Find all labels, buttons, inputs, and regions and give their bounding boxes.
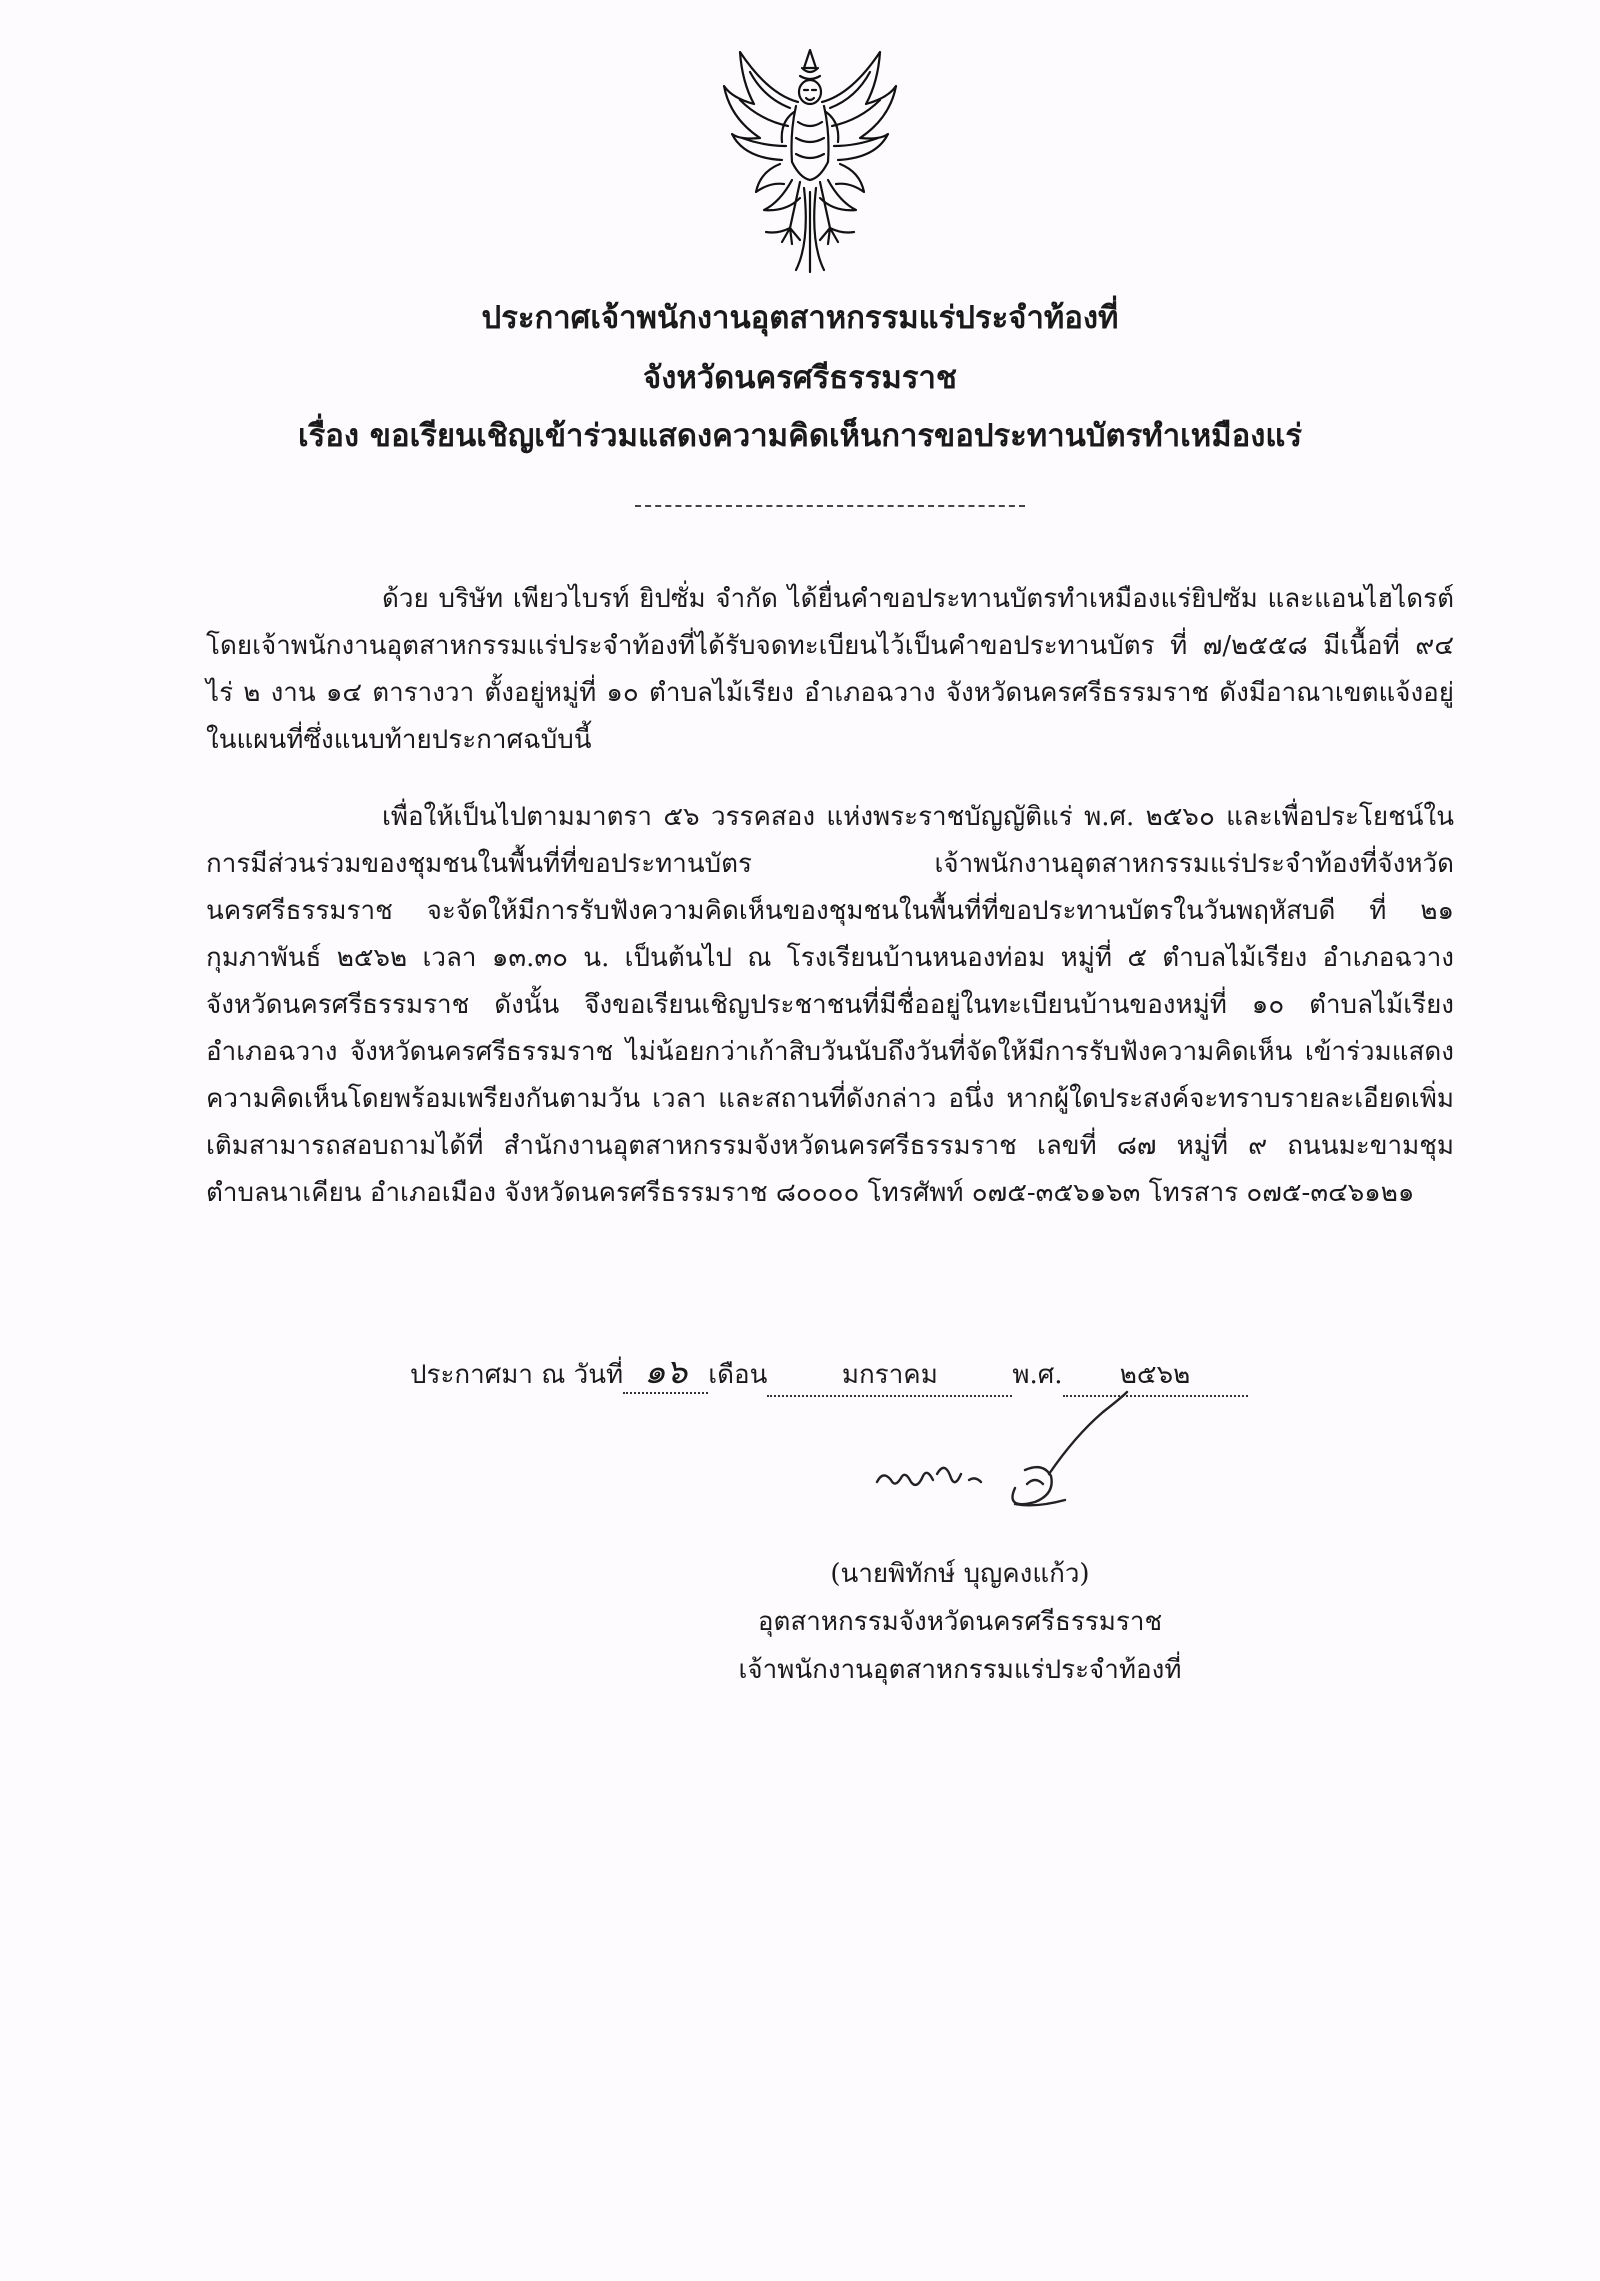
date-year: ๒๕๖๒ [1063,1355,1248,1397]
signer-title-2: เจ้าพนักงานอุตสาหกรรมแร่ประจำท้องที่ [738,1655,1182,1685]
date-prefix: ประกาศมา ณ วันที่ [410,1360,624,1390]
subject-title: เรื่อง ขอเรียนเชิญเข้าร่วมแสดงความคิดเห็นการขอประทานบัตรทำเหมืองแร่ [298,418,1302,454]
announcement-title: ประกาศเจ้าพนักงานอุตสาหกรรมแร่ประจำท้องที่ [481,300,1119,336]
province-title: จังหวัดนครศรีธรรมราช [643,360,957,396]
date-month: มกราคม [767,1355,1012,1397]
signer-name: (นายพิทักษ์ บุญคงแก้ว) [830,1559,1090,1589]
date-month-label: เดือน [708,1360,768,1390]
date-year-label: พ.ศ. [1012,1360,1063,1390]
signer-title-1: อุตสาหกรรมจังหวัดนครศรีธรรมราช [757,1607,1163,1637]
body-paragraph-1: ด้วย บริษัท เพียวไบรท์ ยิปซั่ม จำกัด ได้ยื่นคำขอประทานบัตรทำเหมืองแร่ยิปซัม และแอนไฮไดรต์ โดยเจ้าพนักงานอุตสาหกรรมแร่ประจำท้องที่ได้รับจดทะเบียนไว้เป็นคำขอประทานบัตร ที่ ๗/๒๕๕๘ มีเนื้อที่ ๙๔ ไร่ ๒ งาน ๑๔ ตารางวา ตั้งอยู่หมู่ที่ ๑๐ ตำบลไม้เรียง อำเภอฉวาง จังหวัดนครศรีธรรมราช ดังมีอาณาเขตแจ้งอยู่ในแผนที่ซึ่งแนบท้ายประกาศฉบับนี้ [206,584,1454,755]
handwritten-signature [865,1390,1145,1525]
body-paragraph-2: เพื่อให้เป็นไปตามมาตรา ๕๖ วรรคสอง แห่งพระราชบัญญัติแร่ พ.ศ. ๒๕๖๐ และเพื่อประโยชน์ในการมีส่วนร่วมของชุมชนในพื้นที่ที่ขอประทานบัตร เจ้าพนักงานอุตสาหกรรมแร่ประจำท้องที่จังหวัดนครศรีธรรมราช จะจัดให้มีการรับฟังความคิดเห็นของชุมชนในพื้นที่ที่ขอประทานบัตรในวันพฤหัสบดี ที่ ๒๑ กุมภาพันธ์ ๒๕๖๒ เวลา ๑๓.๓๐ น. เป็นต้นไป ณ โรงเรียนบ้านหนองท่อม หมู่ที่ ๕ ตำบลไม้เรียง อำเภอฉวาง จังหวัดนครศรีธรรมราช ดังนั้น จึงขอเรียนเชิญประชาชนที่มีชื่ออยู่ในทะเบียนบ้านของหมู่ที่ ๑๐ ตำบลไม้เรียง อำเภอฉวาง จังหวัดนครศรีธรรมราช ไม่น้อยกว่าเก้าสิบวันนับถึงวันที่จัดให้มีการรับฟังความคิดเห็น เข้าร่วมแสดงความคิดเห็นโดยพร้อมเพรียงกันตามวัน เวลา และสถานที่ดังกล่าว อนึ่ง หากผู้ใดประสงค์จะทราบรายละเอียดเพิ่มเติมสามารถสอบถามได้ที่ สำนักงานอุตสาหกรรมจังหวัดนครศรีธรรมราช เลขที่ ๘๗ หมู่ที่ ๙ ถนนมะขามชุม ตำบลนาเคียน อำเภอเมือง จังหวัดนครศรีธรรมราช ๘๐๐๐๐ โทรศัพท์ ๐๗๕-๓๕๖๑๖๓ โทรสาร ๐๗๕-๓๔๖๑๒๑ [206,802,1454,1208]
header-divider [635,505,1025,507]
date-day: ๑๖ [623,1352,708,1394]
garuda-emblem-icon [720,42,900,274]
